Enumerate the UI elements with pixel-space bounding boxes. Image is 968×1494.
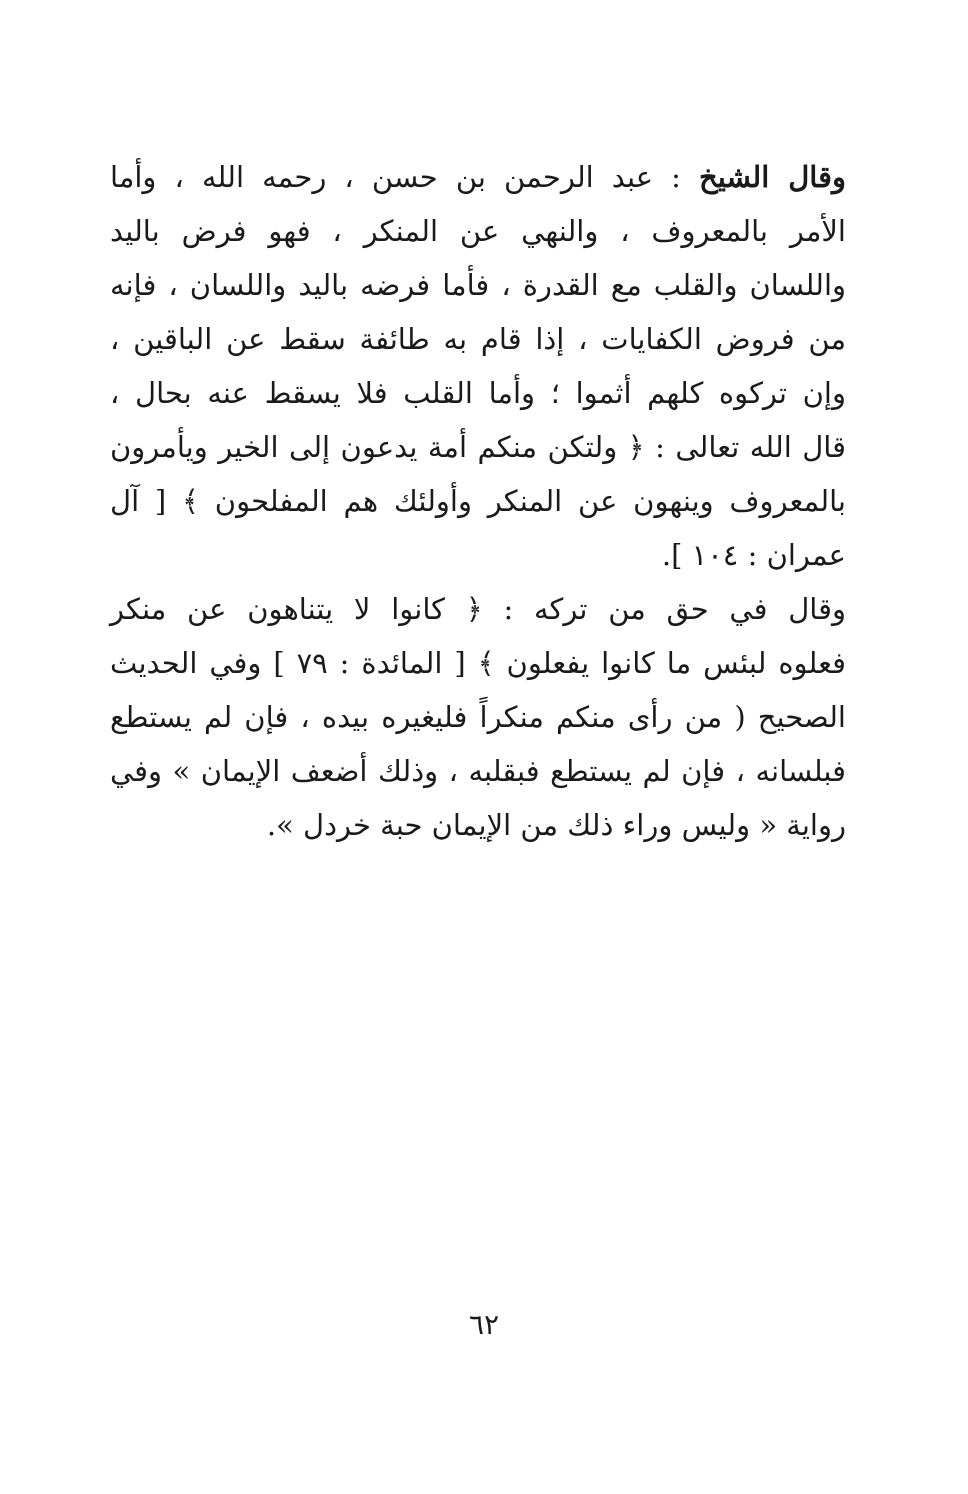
paragraph-2-line-1: وقال في حق من تركه : ﴿ كانوا لا يتناهون عن منكر: [110, 592, 846, 626]
paragraph-1-line-6: قال الله تعالى : ﴿ ولتكن منكم أمة يدعون إلى الخير ويأمرون: [110, 430, 846, 464]
paragraph-1-line-5: وإن تركوه كلهم أثموا ؛ وأما القلب فلا يسقط عنه بحال ،: [110, 376, 846, 410]
paragraph-2-line-3: الصحيح ( من رأى منكم منكراً فليغيره بيده ، فإن لم يستطع: [110, 700, 846, 734]
paragraph-2-line-2: فعلوه لبئس ما كانوا يفعلون ﴾ [ المائدة : ٧٩ ] وفي الحديث: [110, 646, 846, 680]
paragraph-2: [110, 582, 846, 852]
page-number: ٦٢: [468, 1308, 500, 1341]
paragraph-1-line-3: واللسان والقلب مع القدرة ، فأما فرضه باليد واللسان ، فإنه: [110, 268, 846, 302]
paragraph-1-line-8: عمران : ١٠٤ ].: [661, 538, 846, 572]
paragraph-1: [110, 150, 846, 582]
paragraph-1-line-4: من فروض الكفايات ، إذا قام به طائفة سقط عن الباقين ،: [110, 322, 846, 356]
paragraph-2-line-5: رواية « وليس وراء ذلك من الإيمان حبة خردل ».: [266, 808, 846, 842]
paragraph-1-line-7: بالمعروف وينهون عن المنكر وأولئك هم المفلحون ﴾ [ آل: [110, 484, 846, 518]
paragraph-1-line-1-rest: : عبد الرحمن بن حسن ، رحمه الله ، وأما: [110, 160, 700, 194]
speaker-lead: وقال الشيخ: [699, 160, 846, 194]
paragraph-2-line-4: فبلسانه ، فإن لم يستطع فبقلبه ، وذلك أضعف الإيمان » وفي: [110, 754, 846, 788]
paragraph-1-line-1: [110, 150, 846, 204]
paragraph-1-line-2: الأمر بالمعروف ، والنهي عن المنكر ، فهو فرض باليد: [110, 214, 846, 248]
